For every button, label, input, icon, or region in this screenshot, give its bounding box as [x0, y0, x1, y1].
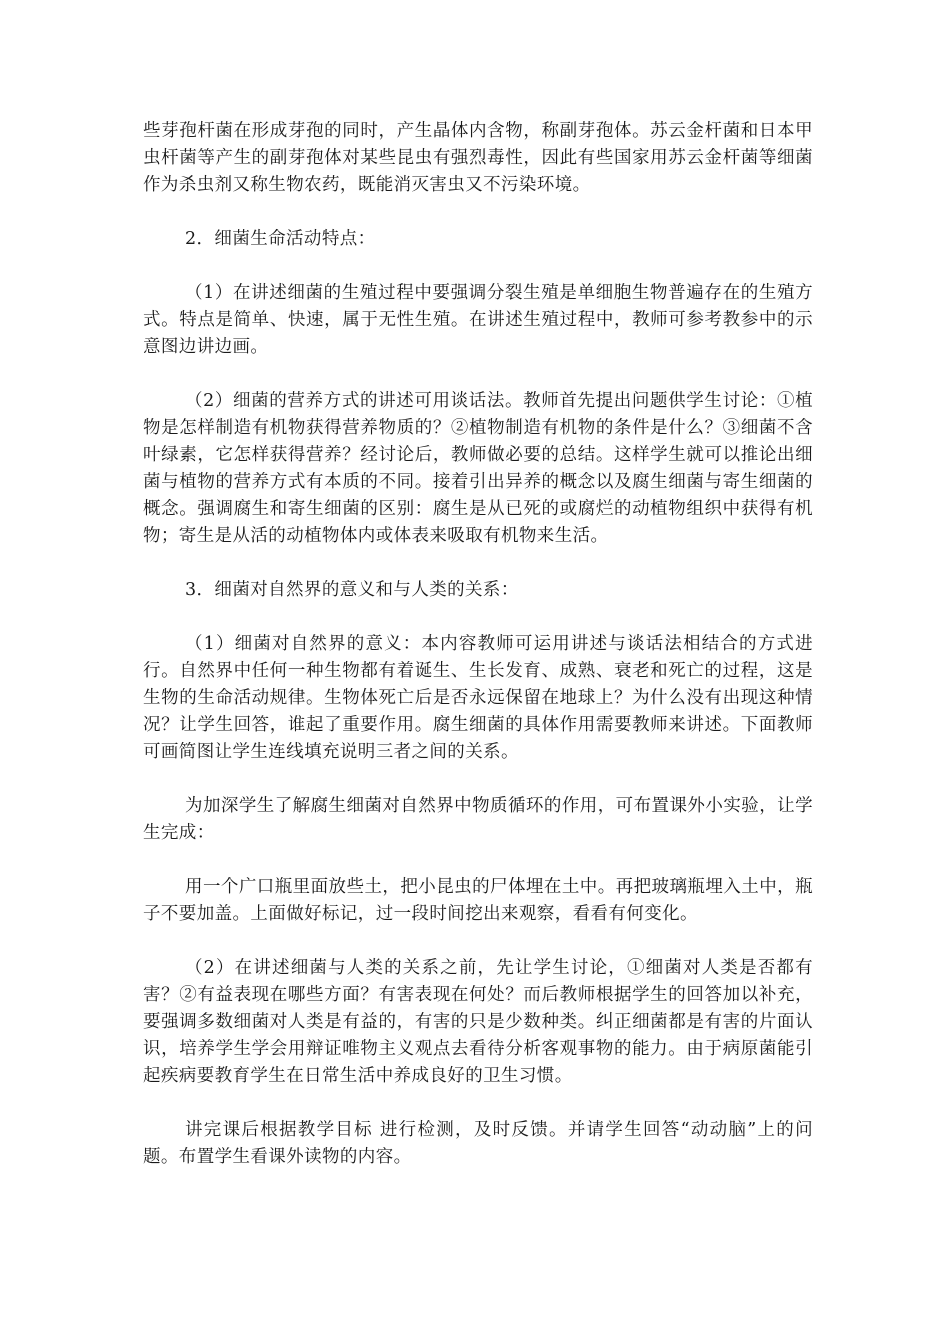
document-body: [143, 118, 813, 1198]
paragraph-nutrition: （2）细菌的营养方式的讲述可用谈话法。教师首先提出问题供学生讨论：①植物是怎样制造有机物获得营养物质的？②植物制造有机物的条件是什么？③细菌不含叶绿素，它怎样获得营养？经讨论后，教师做必要的总结。这样学生就可以推论出细菌与植物的营养方式有本质的不同。接着引出异养的概念以及腐生细菌与寄生细菌的概念。强调腐生和寄生细菌的区别：腐生是从已死的或腐烂的动植物组织中获得有机物；寄生是从活的动植物体内或体表来吸取有机物来生活。: [143, 391, 813, 546]
paragraph-closing: 讲完课后根据教学目标 进行检测，及时反馈。并请学生回答“动动脑”上的问题。布置学生看课外读物的内容。: [143, 1120, 813, 1167]
paragraph-experiment-steps: 用一个广口瓶里面放些土，把小昆虫的尸体埋在土中。再把玻璃瓶埋入土中，瓶子不要加盖。上面做好标记，过一段时间挖出来观察，看看有何变化。: [143, 877, 813, 924]
paragraph-nature-significance: （1）细菌对自然界的意义：本内容教师可运用讲述与谈话法相结合的方式进行。自然界中任何一种生物都有着诞生、生长发育、成熟、衰老和死亡的过程，这是生物的生命活动规律。生物体死亡后是否永远保留在地球上？为什么没有出现这种情况？让学生回答，谁起了重要作用。腐生细菌的具体作用需要教师来讲述。下面教师可画简图让学生连线填充说明三者之间的关系。: [143, 634, 813, 762]
paragraph-reproduction: （1）在讲述细菌的生殖过程中要强调分裂生殖是单细胞生物普遍存在的生殖方式。特点是简单、快速，属于无性生殖。在讲述生殖过程中，教师可参考教参中的示意图边讲边画。: [143, 283, 813, 357]
paragraph-experiment-intro: 为加深学生了解腐生细菌对自然界中物质循环的作用，可布置课外小实验，让学生完成：: [143, 796, 813, 843]
section-heading-life-activity: 2．细菌生命活动特点：: [185, 229, 376, 249]
paragraph-human-relation: （2）在讲述细菌与人类的关系之前，先让学生讨论，①细菌对人类是否都有害？②有益表现在哪些方面？有害表现在何处？而后教师根据学生的回答加以补充，要强调多数细菌对人类是有益的，有害的只是少数种类。纠正细菌都是有害的片面认识，培养学生学会用辩证唯物主义观点去看待分析客观事物的能力。由于病原菌能引起疾病要教育学生在日常生活中养成良好的卫生习惯。: [143, 958, 813, 1086]
paragraph-bacillus-continuation: 些芽孢杆菌在形成芽孢的同时，产生晶体内含物，称副芽孢体。苏云金杆菌和日本甲虫杆菌等产生的副芽孢体对某些昆虫有强烈毒性，因此有些国家用苏云金杆菌等细菌作为杀虫剂又称生物农药，既能消灭害虫又不污染环境。: [143, 121, 813, 195]
section-heading-significance: 3．细菌对自然界的意义和与人类的关系：: [185, 580, 519, 600]
